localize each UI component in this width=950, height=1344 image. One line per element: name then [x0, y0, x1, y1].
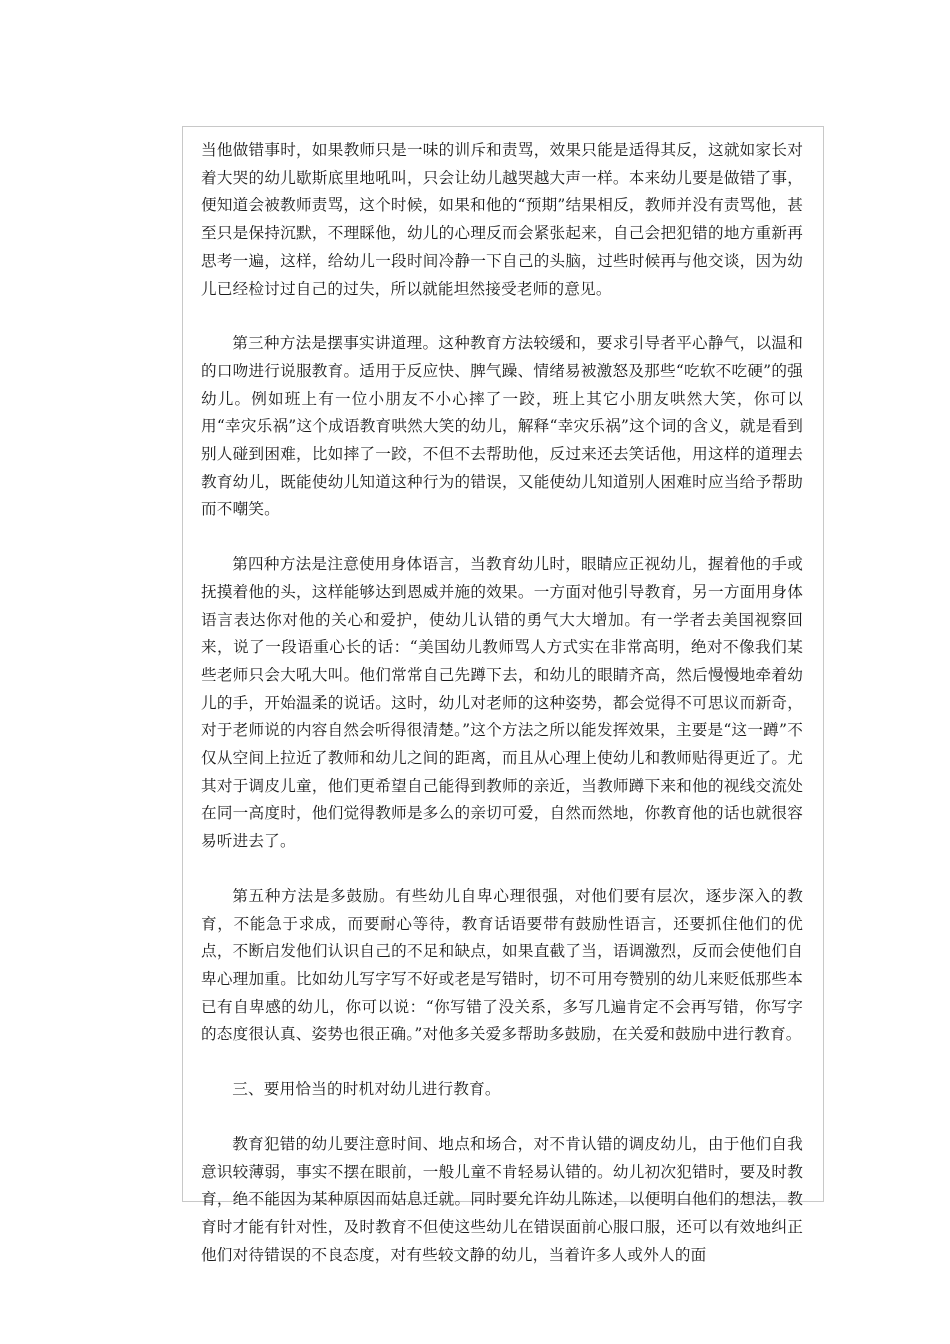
paragraph-1: 当他做错事时，如果教师只是一味的训斥和责骂，效果只能是适得其反，这就如家长对着大哭的幼儿歇斯底里地吼叫，只会让幼儿越哭越大声一样。本来幼儿要是做错了事，便知道会被教师责骂，这个时候，如果和他的“预期”结果相反，教师并没有责骂他，甚至只是保持沉默，不理睬他，幼儿的心理反而会紧张起来，自己会把犯错的地方重新再思考一遍，这样，给幼儿一段时间冷静一下自己的头脑，过些时候再与他交谈，因为幼儿已经检讨过自己的过失，所以就能坦然接受老师的意见。 [201, 141, 803, 298]
paragraph-6: 教育犯错的幼儿要注意时间、地点和场合，对不肯认错的调皮幼儿，由于他们自我意识较薄弱，事实不摆在眼前，一般儿童不肯轻易认错的。幼儿初次犯错时，要及时教育，绝不能因为某种原因而姑息迁就。同时要允许幼儿陈述，以便明白他们的想法，教育时才能有针对性，及时教育不但使这些幼儿在错误面前心服口服，还可以有效地纠正他们对待错误的不良态度，对有些较文静的幼儿，当着许多人或外人的面 [201, 1134, 803, 1264]
document-body [201, 137, 803, 1296]
section-heading: 三、要用恰当的时机对幼儿进行教育。 [232, 1080, 501, 1099]
document-page [182, 126, 824, 1264]
paragraph-2: 第三种方法是摆事实讲道理。这种教育方法较缓和，要求引导者平心静气，以温和的口吻进行说服教育。适用于反应快、脾气躁、情绪易被激怒及那些“吃软不吃硬”的强幼儿。例如班上有一位小朋友不小心摔了一跤，班上其它小朋友哄然大笑，你可以用“幸灾乐祸”这个成语教育哄然大笑的幼儿，解释“幸灾乐祸”这个词的含义，就是看到别人碰到困难，比如摔了一跤，不但不去帮助他，反过来还去笑话他，用这样的道理去教育幼儿，既能使幼儿知道这种行为的错误，又能使幼儿知道别人困难时应当给予帮助而不嘲笑。 [201, 334, 803, 519]
paragraph-3: 第四种方法是注意使用身体语言，当教育幼儿时，眼睛应正视幼儿，握着他的手或抚摸着他的头，这样能够达到恩威并施的效果。一方面对他引导教育，另一方面用身体语言表达你对他的关心和爱护，使幼儿认错的勇气大大增加。有一学者去美国视察回来，说了一段语重心长的话：“美国幼儿教师骂人方式实在非常高明，绝对不像我们某些老师只会大吼大叫。他们常常自己先蹲下去，和幼儿的眼睛齐高，然后慢慢地牵着幼儿的手，开始温柔的说话。这时，幼儿对老师的这种姿势，都会觉得不可思议而新奇，对于老师说的内容自然会听得很清楚。”这个方法之所以能发挥效果，主要是“这一蹲”不仅从空间上拉近了教师和幼儿之间的距离，而且从心理上使幼儿和教师贴得更近了。尤其对于调皮儿童，他们更希望自己能得到教师的亲近，当教师蹲下来和他的视线交流处在同一高度时，他们觉得教师是多么的亲切可爱，自然而然地，你教育他的话也就很容易听进去了。 [201, 555, 803, 851]
paragraph-4: 第五种方法是多鼓励。有些幼儿自卑心理很强，对他们要有层次，逐步深入的教育，不能急于求成，而要耐心等待，教育话语要带有鼓励性语言，还要抓住他们的优点，不断启发他们认识自己的不足和缺点，如果直截了当，语调激烈，反而会使他们自卑心理加重。比如幼儿写字写不好或老是写错时，切不可用夸赞别的幼儿来贬低那些本已有自卑感的幼儿，你可以说：“你写错了没关系，多写几遍肯定不会再写错，你写字的态度很认真、姿势也很正确。”对他多关爱多帮助多鼓励，在关爱和鼓励中进行教育。 [201, 886, 803, 1044]
